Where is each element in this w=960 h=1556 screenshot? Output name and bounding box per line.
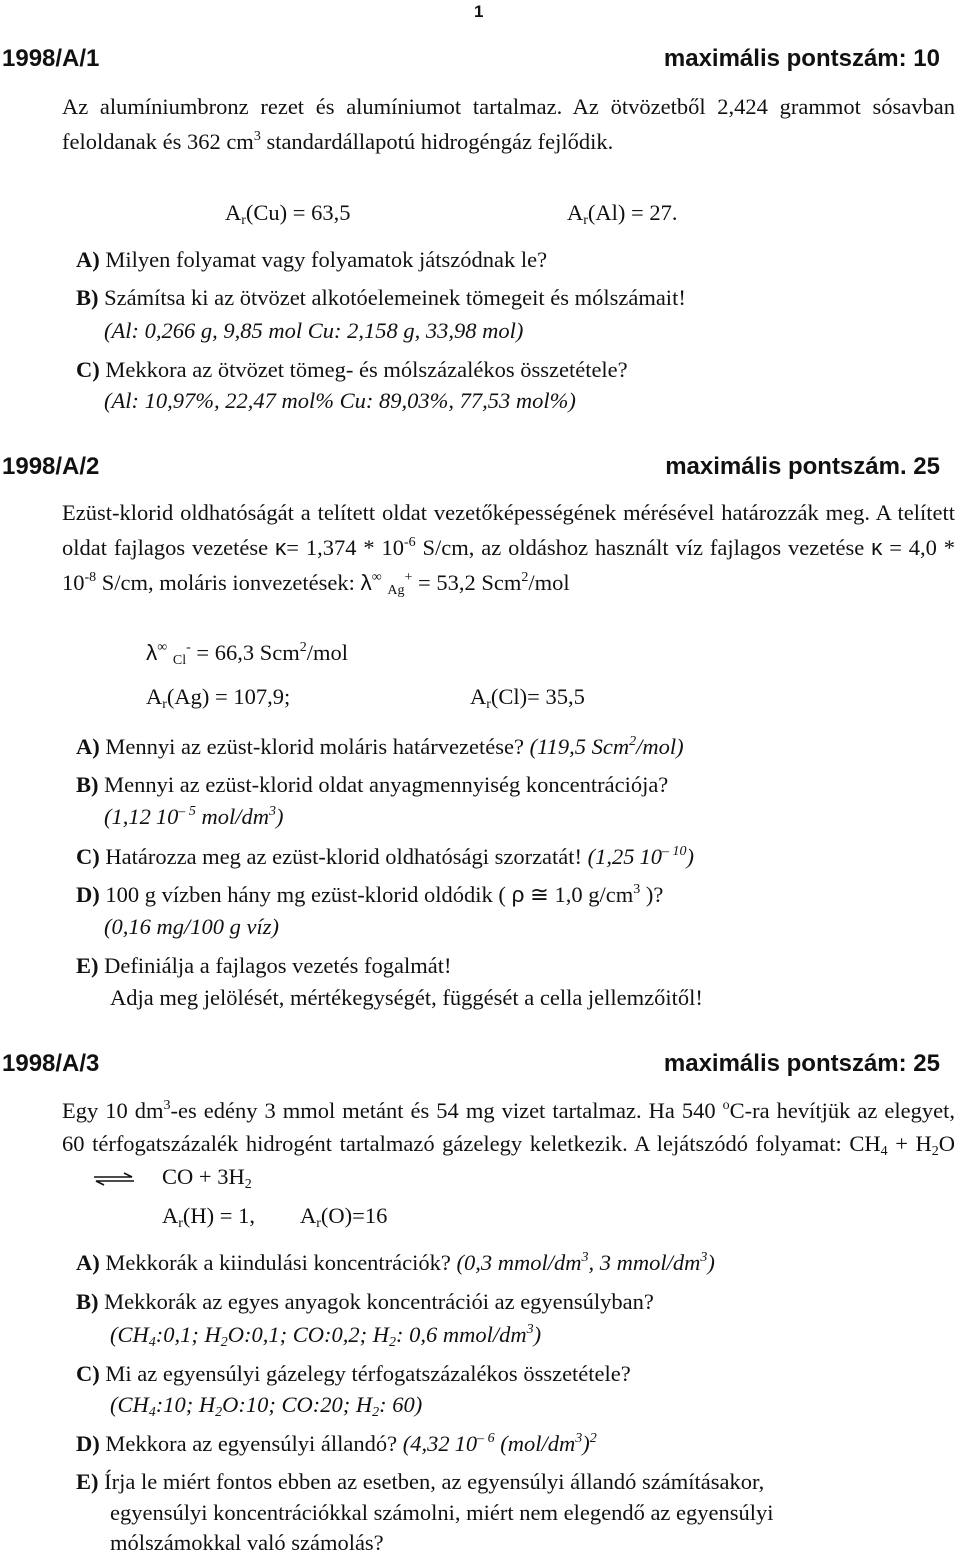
answer-2b: (1,12 $10^{- 5}$ mol/$dm^3$) — [104, 804, 284, 829]
question-2c: C) Határozza meg az ezüst-klorid oldhatósági szorzatát! (1,25 $10^{- 10}$) — [76, 844, 695, 869]
question-1b: B) Számítsa ki az ötvözet alkotóelemeinek tömegeit és mólszámait! — [76, 285, 686, 310]
problem-2-intro: Ezüst-klorid oldhatóságát a telített oldat vezetőképességének mérésével határozzák meg. A telített oldat fajlagos vezetése $\kappa= 1,374 * 10^{-6}$ S/cm, az oldáshoz használt víz fajlagos vezetése $\kappa = 4,0 * 10^{-8}$ S/cm, moláris ionvezetések: λ∞ $_{Ag}$+ = 53,2 Scm$^2$/mol — [62, 500, 956, 598]
question-3d: D) Mekkora az egyensúlyi állandó? (4,32 $10^{- 6}$ $(mol/dm^3)^2$ — [76, 1431, 597, 1456]
question-3a: A) Mekkorák a kiindulási koncentrációk? (0,3 mmol/$dm^3$, 3 mmol/$dm^3$) — [76, 1250, 715, 1275]
question-2b: B) Mennyi az ezüst-klorid oldat anyagmennyiség koncentrációja? — [76, 772, 669, 797]
answer-2d: (0,16 mg/100 g víz) — [104, 914, 279, 939]
equilibrium-arrow-icon — [92, 1172, 136, 1186]
max-points-1: maximális pontszám: 10 — [663, 45, 940, 72]
lambda-chloride: λ∞ $_{Cl}$- = 66,3 Scm$^2$/mol — [146, 640, 348, 668]
question-1a: A) Milyen folyamat vagy folyamatok játszódnak le? — [76, 247, 548, 272]
atomic-mass-ag: $A_r(Ag) = 107,9$; — [146, 684, 291, 712]
atomic-mass-cu: $A_r(Cu) = 63,5$ — [225, 200, 351, 228]
atomic-mass-al: $A_r(Al) = 27$. — [567, 200, 678, 228]
question-3e: E) Írja le miért fontos ebben az esetben, az egyensúlyi állandó számításakor, — [76, 1469, 765, 1494]
question-3e-line2: egyensúlyi koncentrációkkal számolni, miért nem elegendő az egyensúlyi — [110, 1500, 774, 1525]
question-3e-line3: mólszámokkal való számolás? — [110, 1530, 384, 1555]
answer-1b: (Al: 0,266 g, 9,85 mol Cu: 2,158 g, 33,98 mol) — [104, 318, 524, 343]
answer-3c: ($CH_4:10$; $H_2O:10$; CO:20; $H_2$: 60) — [110, 1392, 423, 1420]
question-2a: A) Mennyi az ezüst-klorid moláris határvezetése? (119,5 Scm$^2$/mol) — [76, 734, 684, 759]
problem-id-1: 1998/A/1 — [2, 45, 100, 72]
question-3c: C) Mi az egyensúlyi gázelegy térfogatszázalékos összetétele? — [76, 1361, 631, 1386]
atomic-mass-cl: $A_r(Cl)= 35,5$ — [470, 684, 585, 712]
page-number: 1 — [474, 2, 484, 21]
question-2d: D) 100 g vízben hány mg ezüst-klorid oldódik ( ρ ≅ 1,0 $g/cm^3$ )? — [76, 882, 664, 907]
question-1c: C) Mekkora az ötvözet tömeg- és mólszázalékos összetétele? — [76, 357, 628, 382]
atomic-mass-h: $A_r(H) = 1$, — [162, 1203, 255, 1231]
problem-3-intro: Egy 10 $dm^3-es$ edény 3 mmol metánt és 54 mg vizet tartalmaz. Ha 540 $^o$C-ra hevítjük az elegyet, 60 térfogatszázalék hidrogént tartalmazó gázelegy keletkezik. A lejátszódó folyamat: $CH_4 + H_2OCO + 3H_2$ — [62, 1098, 955, 1192]
answer-1c: (Al: 10,97%, 22,47 mol% Cu: 89,03%, 77,53 mol%) — [104, 388, 576, 413]
atomic-mass-o: $A_r(O)=16$ — [300, 1203, 388, 1231]
problem-id-2: 1998/A/2 — [2, 453, 100, 480]
max-points-3: maximális pontszám: 25 — [663, 1050, 940, 1077]
max-points-2: maximális pontszám. 25 — [665, 453, 940, 480]
question-2e-line2: Adja meg jelölését, mértékegységét, függését a cella jellemzőitől! — [110, 985, 703, 1010]
question-3b: B) Mekkorák az egyes anyagok koncentrációi az egyensúlyban? — [76, 1289, 654, 1314]
question-2e: E) Definiálja a fajlagos vezetés fogalmát! — [76, 953, 452, 978]
problem-1-intro: Az alumíniumbronz rezet és alumíniumot tartalmaz. Az ötvözetből 2,424 grammot sósavban feloldanak és 362 $cm^3$ standardállapotú hidrogéngáz fejlődik. — [62, 94, 955, 154]
answer-3b: ($CH_4:0,1$; $H_2O:0,1$; CO:0,2; $H_2$: 0,6 mmol/$dm^3$) — [110, 1322, 542, 1350]
problem-id-3: 1998/A/3 — [2, 1050, 100, 1077]
